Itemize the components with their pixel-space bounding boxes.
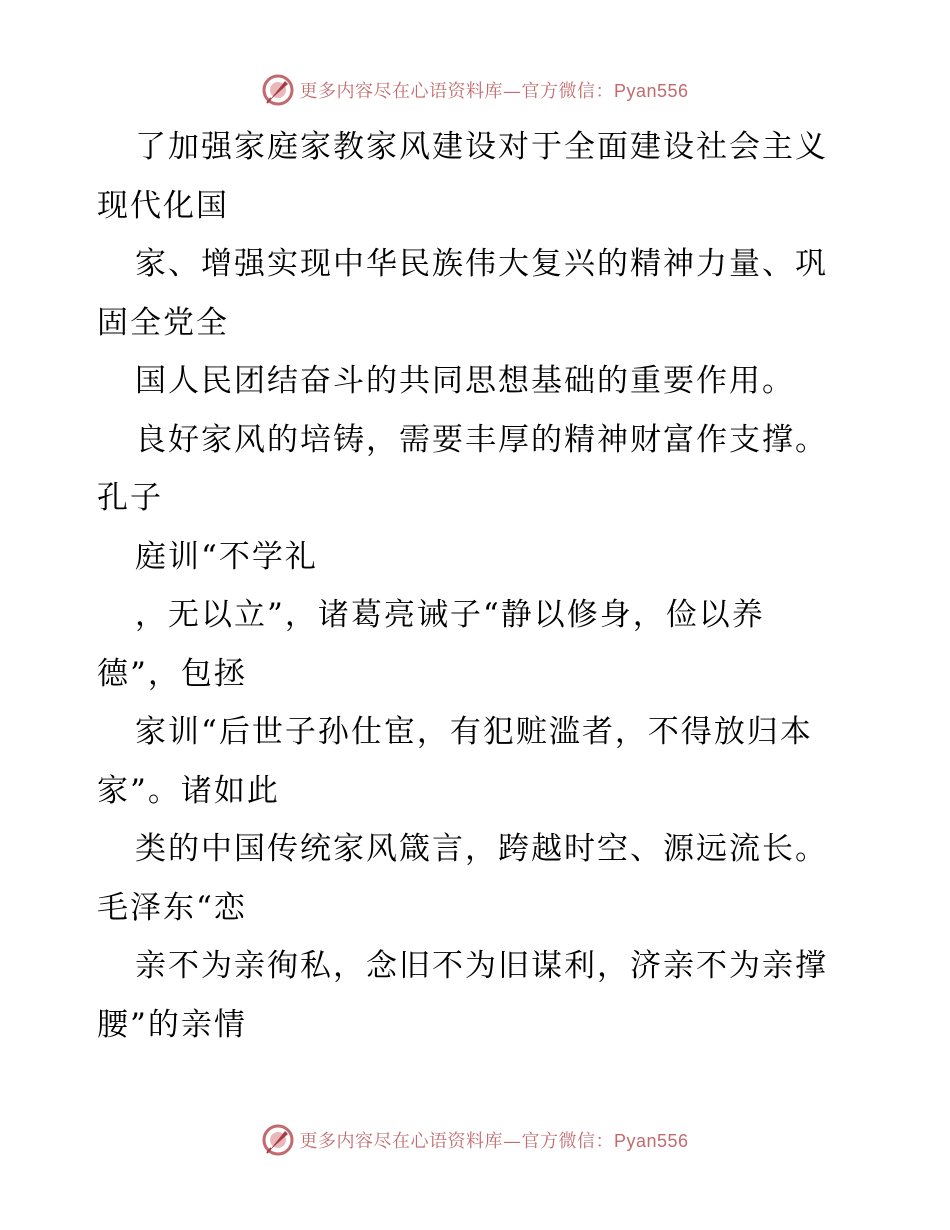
header-banner-separator: — bbox=[502, 81, 522, 102]
header-banner-text bbox=[299, 77, 688, 103]
header-banner-wechat-id: Pyan556 bbox=[613, 81, 689, 101]
header-banner-main: 更多内容尽在心语资料库 bbox=[299, 81, 503, 102]
body-line: 家”。诸如此 bbox=[97, 772, 280, 809]
body-line: 良好家风的培铸，需要丰厚的精神财富作支撑。 bbox=[135, 421, 828, 458]
footer-banner-text bbox=[299, 1127, 688, 1153]
body-line: 类的中国传统家风箴言，跨越时空、源远流长。 bbox=[135, 831, 828, 867]
body-line: ，无以立”，诸葛亮诫子“静以修身，俭以养 bbox=[135, 597, 765, 633]
body-line: 腰”的亲情 bbox=[97, 1006, 247, 1043]
quill-logo-icon bbox=[261, 73, 295, 107]
body-line: 现代化国 bbox=[97, 187, 229, 224]
document-body bbox=[97, 118, 867, 1054]
body-line: 国人民团结奋斗的共同思想基础的重要作用。 bbox=[135, 363, 795, 399]
header-banner-official: 官方微信： bbox=[521, 81, 614, 102]
body-line: 德”，包拯 bbox=[97, 655, 247, 692]
footer-banner-separator: — bbox=[502, 1131, 522, 1152]
body-line: 了加强家庭家教家风建设对于全面建设社会主义 bbox=[135, 129, 828, 165]
body-line: 家、增强实现中华民族伟大复兴的精神力量、巩 bbox=[135, 246, 828, 282]
body-line: 孔子 bbox=[97, 480, 163, 516]
body-line: 家训“后世子孙仕宦，有犯赃滥者，不得放归本 bbox=[135, 714, 813, 750]
quill-logo-icon bbox=[261, 1123, 295, 1157]
body-line: 固全党全 bbox=[97, 304, 229, 341]
body-line: 毛泽东“恋 bbox=[97, 889, 247, 926]
footer-banner-wechat-id: Pyan556 bbox=[613, 1131, 689, 1151]
footer-banner bbox=[0, 1120, 950, 1160]
body-line: 庭训“不学礼 bbox=[135, 538, 318, 575]
header-banner bbox=[0, 70, 950, 110]
footer-banner-main: 更多内容尽在心语资料库 bbox=[299, 1131, 503, 1152]
footer-banner-official: 官方微信： bbox=[521, 1131, 614, 1152]
body-line: 亲不为亲徇私，念旧不为旧谋利，济亲不为亲撑 bbox=[135, 948, 828, 984]
